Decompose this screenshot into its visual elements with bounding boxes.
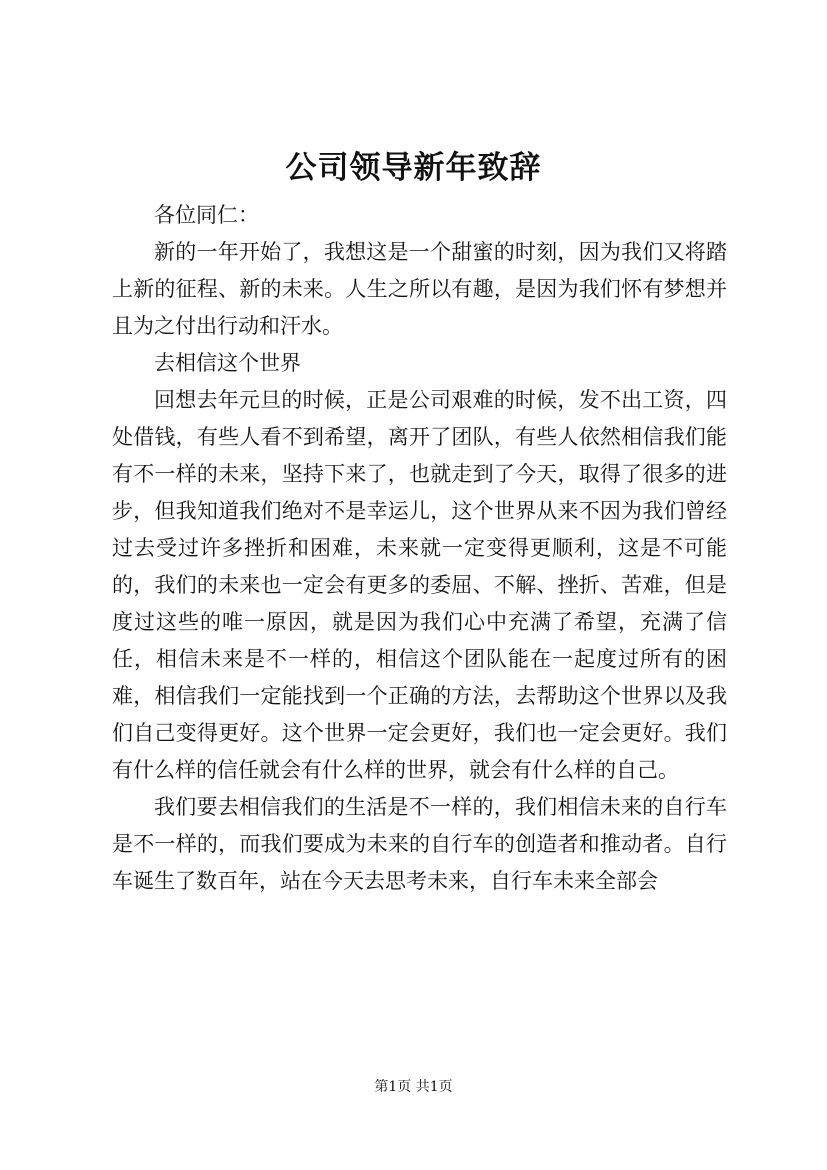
document-body — [112, 197, 727, 900]
paragraph-2: 回想去年元旦的时候，正是公司艰难的时候，发不出工资，四处借钱，有些人看不到希望，离开了团队，有些人依然相信我们能有不一样的未来，坚持下来了，也就走到了今天，取得了很多的进步，但我知道我们绝对不是幸运儿，这个世界从来不因为我们曾经过去受过许多挫折和困难，未来就一定变得更顺利，这是不可能的，我们的未来也一定会有更多的委屈、不解、挫折、苦难，但是度过这些的唯一原因，就是因为我们心中充满了希望，充满了信任，相信未来是不一样的，相信这个团队能在一起度过所有的困难，相信我们一定能找到一个正确的方法，去帮助这个世界以及我们自己变得更好。这个世界一定会更好，我们也一定会更好。我们有什么样的信任就会有什么样的世界，就会有什么样的自己。 — [112, 388, 727, 782]
section-heading: 去相信这个世界 — [154, 351, 301, 375]
greeting-line: 各位同仁： — [154, 203, 259, 227]
paragraph-3: 我们要去相信我们的生活是不一样的，我们相信未来的自行车是不一样的，而我们要成为未来的自行车的创造者和推动者。自行车诞生了数百年，站在今天去思考未来，自行车未来全部会 — [112, 795, 727, 893]
document-title: 公司领导新年致辞 — [285, 150, 542, 186]
page-footer: 第1页 共1页 — [374, 1079, 453, 1095]
paragraph-1: 新的一年开始了，我想这是一个甜蜜的时刻，因为我们又将踏上新的征程、新的未来。人生之所以有趣，是因为我们怀有梦想并且为之付出行动和汗水。 — [112, 240, 727, 338]
